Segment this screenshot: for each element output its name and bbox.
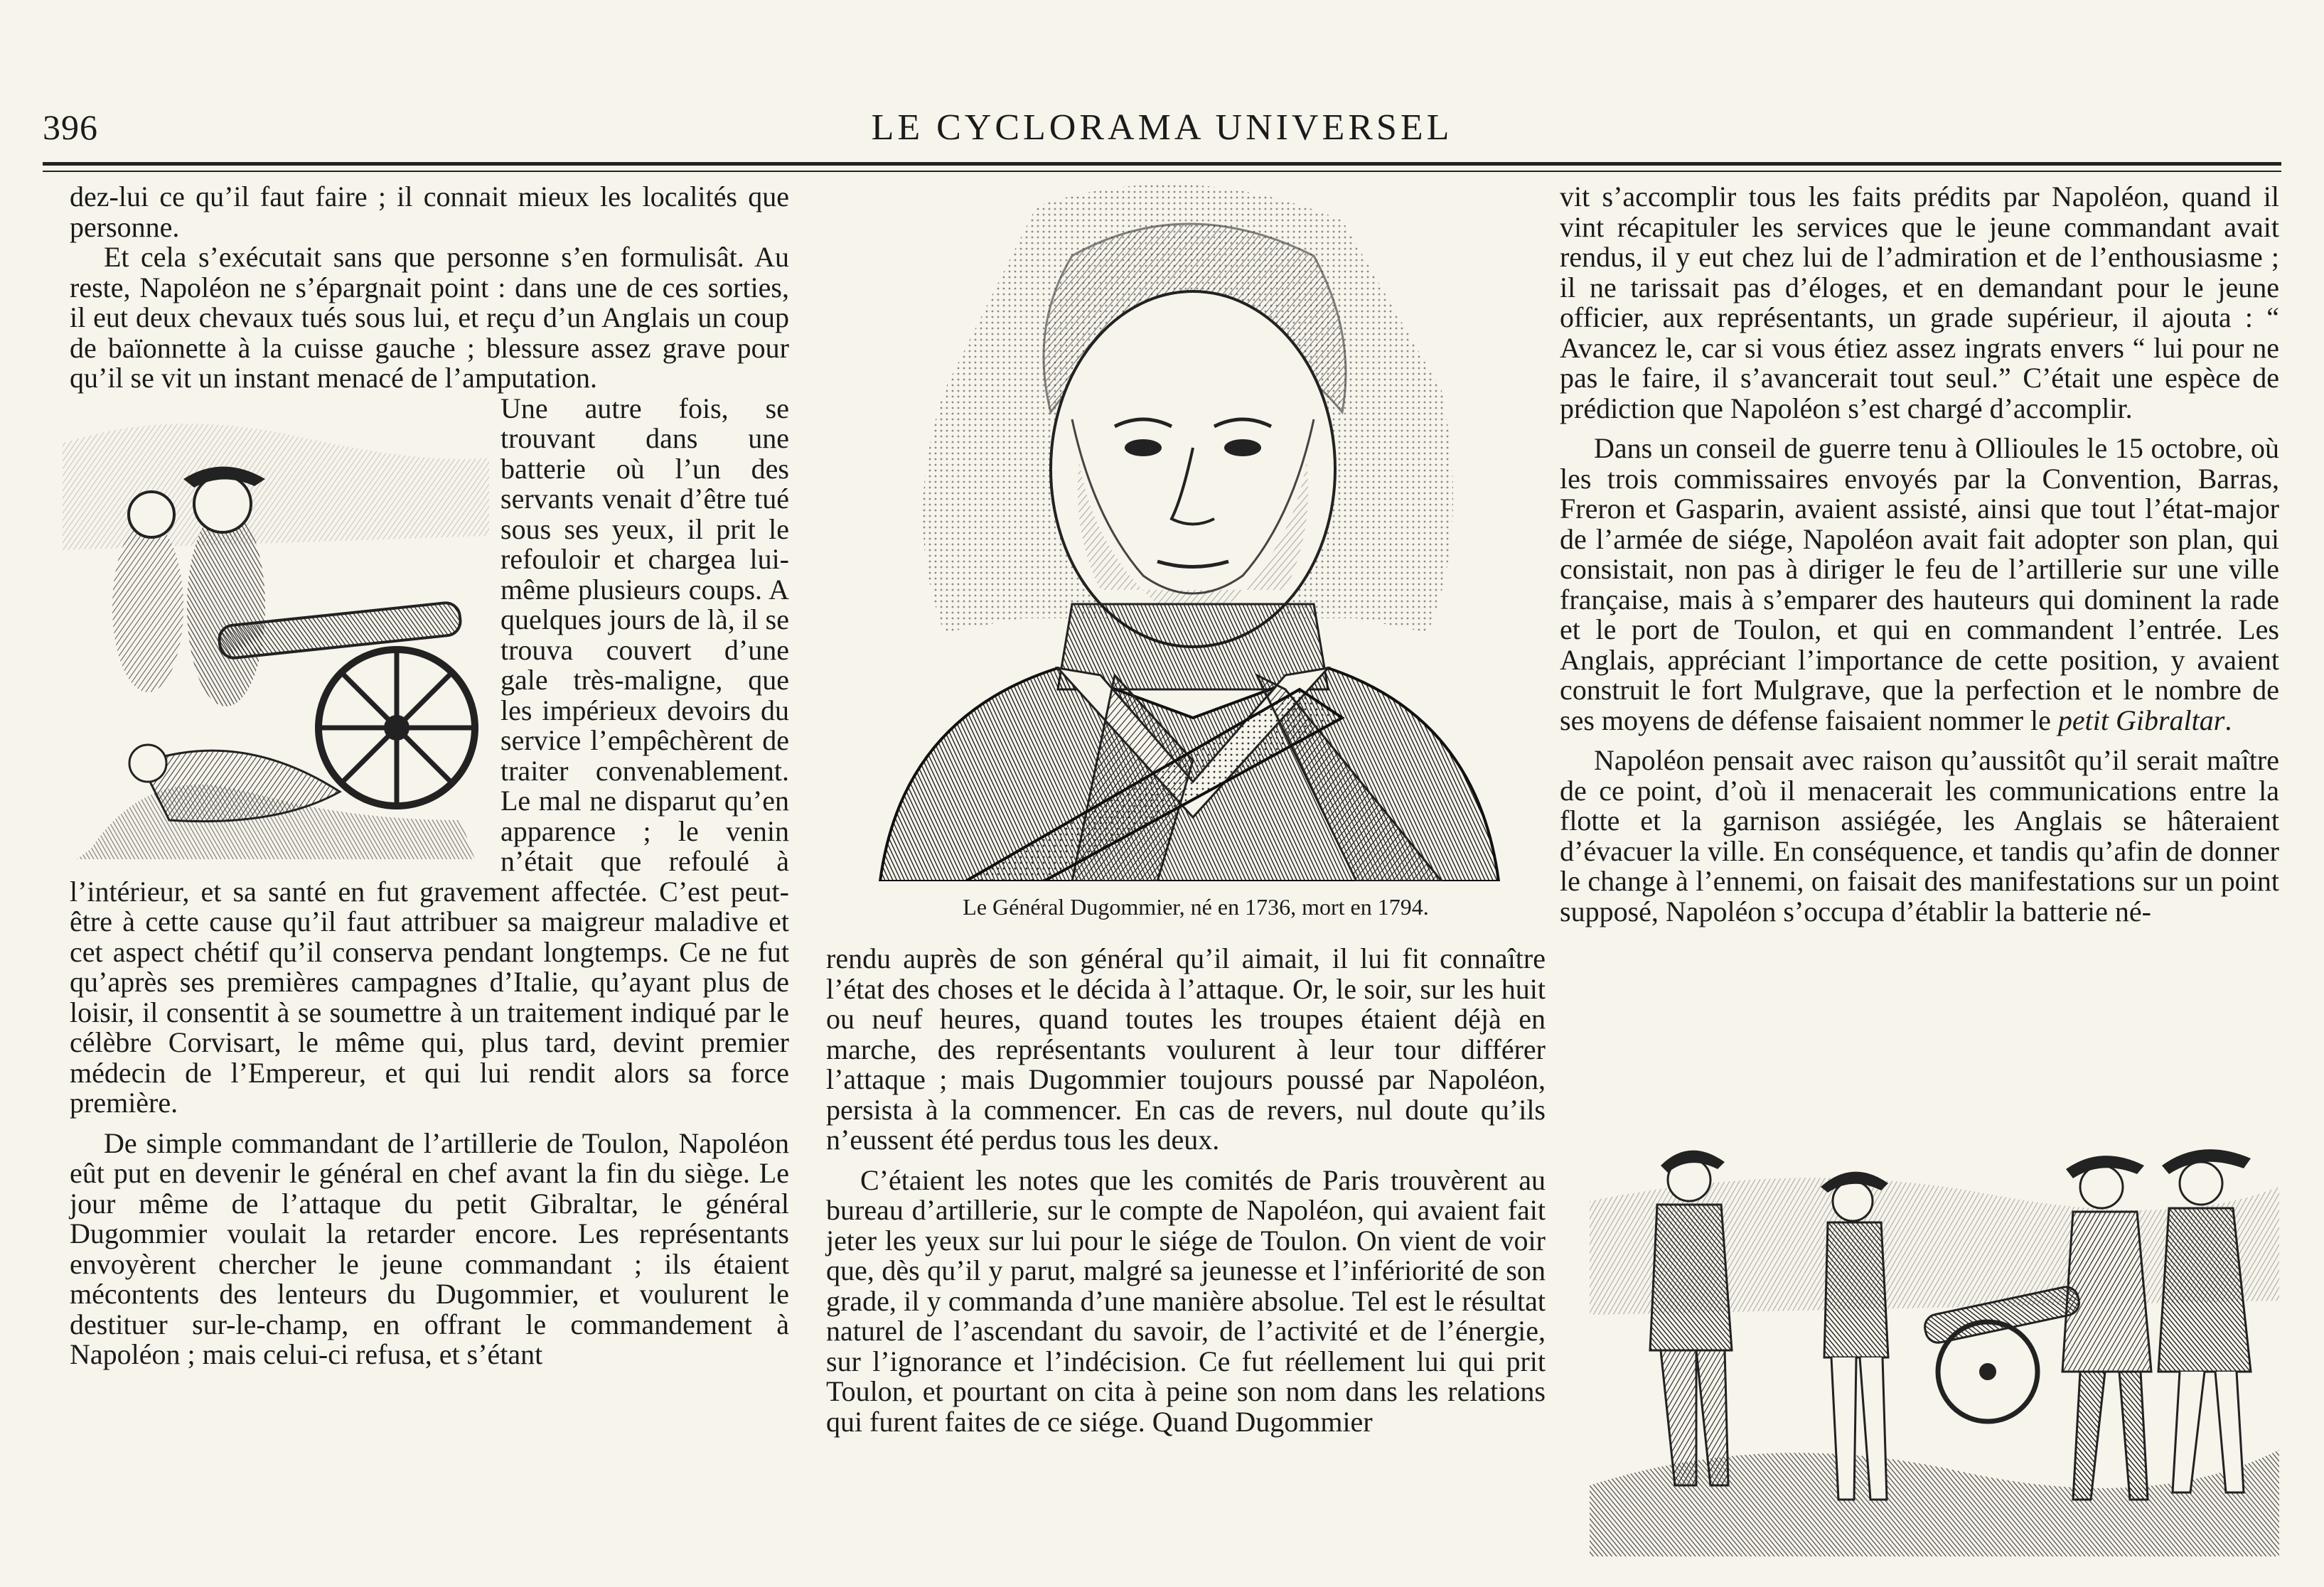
left-paragraph-2: Et cela s’exécutait sans que personne s’en formulisât. Au reste, Napoléon ne s’épargnait point : dans une de ces sorties, il eut deux chevaux tués sous lui, et reçu d’un Anglais un coup de baïonnette à la cuisse gauche ; blessure assez grave pour qu’il se vit un instant menacé de l’amputation. bbox=[70, 241, 789, 394]
left-paragraph-3: Une autre fois, se trouvant dans une batterie où l’un des servants venait d’être tué sous ses yeux, il prit le refouloir et chargea lui-même plusieurs coups. A quelques jours de là, il se trouva couvert d’une gale très-maligne, que les impérieux devoirs du service l’empêchèrent de traiter convenablement. Le mal ne disparut qu’en apparence ; le venin n’était que refoulé à l’intérieur, et sa santé en fut gravement affectée. C’est peut-être à cette cause qu’il faut attribuer sa maigreur maladive et cet aspect chétif qu’il conserva pendant longtemps. Ce ne fut qu’après ses premières campagnes d’Italie, qu’ayant plus de loisir, il consentit à se soumettre à un traitement indiqué par le célèbre Corvisart, le même qui, plus tard, devint premier médecin de l’Empereur, et qui lui rendit alors sa force première. bbox=[70, 392, 789, 1119]
right-paragraph-2 bbox=[1560, 434, 2279, 736]
middle-paragraph-1: rendu auprès de son général qu’il aimait, il lui fit connaître l’état des choses et le décida à l’attaque. Or, le soir, sur les huit ou neuf heures, quand toutes les troupes étaient déjà en marche, des représentants voulurent à leur tour différer l’attaque ; mais Dugommier toujours poussé par Napoléon, persista à la commencer. En cas de revers, nul doute qu’ils n’eussent été perdus tous les deux. bbox=[826, 942, 1546, 1156]
right-paragraph-2-end: . bbox=[2224, 704, 2232, 736]
right-paragraph-1: vit s’accomplir tous les faits prédits par Napoléon, quand il vint récapituler les services que le jeune commandant avait rendus, il y eut chez lui de l’admiration et de l’enthousiasme ; il ne tarissait pas d’éloges, et en demandant pour le jeune officier, aux représentants, un grade supérieur, il ajouta : “ Avancez le, car si vous étiez assez ingrats envers “ lui pour ne pas le faire, il s’avancerait tout seul.” C’était une espèce de prédiction que Napoléon s’est chargé d’accomplir. bbox=[1560, 181, 2279, 424]
header-rule-thick bbox=[43, 162, 2281, 166]
header-rule-thin bbox=[43, 171, 2281, 172]
running-title: LE CYCLORAMA UNIVERSEL bbox=[871, 107, 1453, 148]
middle-paragraph-2: C’étaient les notes que les comités de Paris trouvèrent au bureau d’artillerie, sur le compte de Napoléon, qui avaient fait jeter les yeux sur lui pour le siége de Toulon. On vient de voir que, dès qu’il y parut, malgré sa jeunesse et l’infériorité de son grade, il y commanda d’une manière absolue. Tel est le résultat naturel de l’ascendant du savoir, de l’activité et de l’énergie, sur l’ignorance et l’indécision. Ce fut réellement lui qui prit Toulon, et pourtant on cita à peine son nom dans les relations qui furent faites de ce siége. Quand Dugommier bbox=[826, 1163, 1546, 1438]
cannon-loading-engraving bbox=[63, 394, 489, 859]
cannon-engraving-image bbox=[63, 394, 489, 859]
portrait-caption: Le Général Dugommier, né en 1736, mort en 1794. bbox=[963, 894, 1429, 920]
left-paragraph-1: dez-lui ce qu’il faut faire ; il connait mieux les localités que personne. bbox=[70, 181, 789, 243]
left-paragraph-4: De simple commandant de l’artillerie de Toulon, Napoléon eût put en devenir le général en chef avant la fin du siège. Le jour même de l’attaque du petit Gibraltar, le général Dugommier voulait la retarder encore. Les représentants envoyèrent chercher le jeune commandant ; ils étaient mécontents des lenteurs du Dugommier, et voulurent le destituer sur-le-champ, en offrant le commandement à Napoléon ; mais celui-ci refusa, et s’étant bbox=[70, 1126, 789, 1370]
right-paragraph-3: Napoléon pensait avec raison qu’aussitôt qu’il serait maître de ce point, d’où il menacerait les communications entre la flotte et la garnison assiégée, les Anglais se hâteraient d’évacuer la ville. En conséquence, et tandis qu’afin de donner le change à l’ennemi, on faisait des manifestations sur un point supposé, Napoléon s’occupa d’établir la batterie né- bbox=[1560, 744, 2279, 927]
battery-officers-engraving bbox=[1590, 1116, 2279, 1556]
middle-column bbox=[826, 944, 1546, 1437]
right-paragraph-2-text: Dans un conseil de guerre tenu à Ollioules le 15 octobre, où les trois commissaires envoyés par la Convention, Barras, Freron et Gasparin, avaient assisté, ainsi que tout l’état-major de l’armée de siége, Napoléon avait fait adopter son plan, qui consistait, non pas à diriger le feu de l’artillerie sur une ville française, mais à s’emparer des hauteurs qui dominent la rade et le port de Toulon, et qui en commandent l’entrée. Les Anglais, appréciant l’importance de cette position, y avaient construit le fort Mulgrave, que la perfection et le nombre de ses moyens de défense faisaient nommer le bbox=[1560, 432, 2279, 736]
portrait-engraving bbox=[859, 178, 1513, 881]
battery-scene-image bbox=[1590, 1116, 2279, 1556]
left-column bbox=[70, 182, 789, 1370]
right-paragraph-2-italic: petit Gibraltar bbox=[2057, 704, 2225, 736]
right-column bbox=[1560, 182, 2279, 927]
dugommier-portrait-image bbox=[859, 178, 1513, 881]
page-number: 396 bbox=[43, 107, 98, 147]
